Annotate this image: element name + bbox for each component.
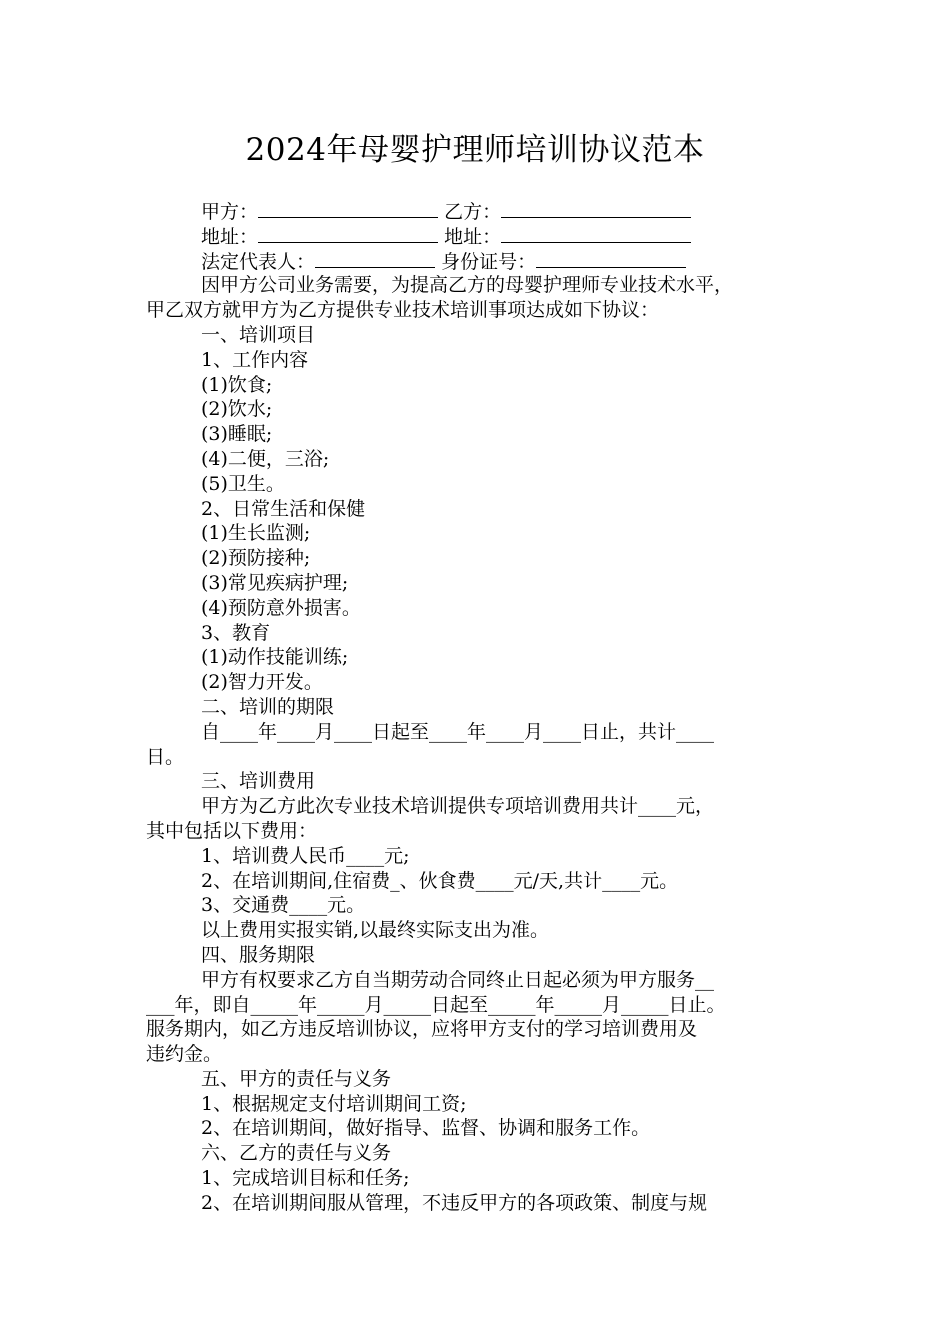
address-a-label: 地址： xyxy=(201,225,259,248)
list-item: 1、完成培训目标和任务; xyxy=(201,1167,410,1190)
paragraph-line: 甲方为乙方此次专业技术培训提供专项培训费用共计____元， xyxy=(201,795,715,818)
list-item: (2)预防接种; xyxy=(201,547,311,570)
subsection-heading: 3、教育 xyxy=(201,621,271,644)
list-item: 1、培训费人民币____元; xyxy=(201,844,410,867)
list-item: (1)动作技能训练; xyxy=(201,646,349,669)
section-heading: 四、服务期限 xyxy=(201,943,316,966)
document-body xyxy=(146,199,826,1216)
party-b-blank xyxy=(501,199,691,218)
list-item: (1)生长监测; xyxy=(201,522,311,545)
list-item: 1、根据规定支付培训期间工资; xyxy=(201,1092,467,1115)
paragraph-line: 甲乙双方就甲方为乙方提供专业技术培训事项达成如下协议： xyxy=(146,299,660,322)
list-item: (2)饮水; xyxy=(201,398,273,421)
list-item: (4)二便，三浴; xyxy=(201,447,330,470)
list-item: (3)睡眠; xyxy=(201,423,273,446)
party-a-blank xyxy=(258,199,438,218)
id-blank xyxy=(536,249,686,268)
rep-line xyxy=(146,249,826,274)
paragraph-line: 服务期内，如乙方违反培训协议，应将甲方支付的学习培训费用及 xyxy=(146,1018,698,1041)
section-heading: 五、甲方的责任与义务 xyxy=(201,1067,392,1090)
paragraph-line: 违约金。 xyxy=(146,1043,223,1066)
section-heading: 三、培训费用 xyxy=(201,770,316,793)
section-heading: 二、培训的期限 xyxy=(201,695,335,718)
list-item: (1)饮食; xyxy=(201,373,273,396)
list-item: 2、在培训期间，做好指导、监督、协调和服务工作。 xyxy=(201,1117,651,1140)
address-b-label: 地址： xyxy=(444,225,502,248)
list-item: 3、交通费____元。 xyxy=(201,894,366,917)
legal-rep-blank xyxy=(315,249,435,268)
list-item: (5)卫生。 xyxy=(201,472,285,495)
list-item: (3)常见疾病护理; xyxy=(201,571,349,594)
id-label: 身份证号： xyxy=(441,250,537,273)
paragraph-line: 甲方有权要求乙方自当期劳动合同终止日起必须为甲方服务__ xyxy=(201,968,715,991)
document-title: 2024年母婴护理师培训协议范本 xyxy=(245,132,705,168)
address-b-blank xyxy=(501,224,691,243)
section-heading: 六、乙方的责任与义务 xyxy=(201,1142,392,1165)
party-a-label: 甲方： xyxy=(201,201,259,223)
legal-rep-label: 法定代表人： xyxy=(201,250,316,273)
list-item: 2、在培训期间,住宿费_、伙食费____元/天,共计____元。 xyxy=(201,869,679,892)
paragraph-line: 因甲方公司业务需要，为提高乙方的母婴护理师专业技术水平， xyxy=(201,274,734,297)
section-heading: 一、培训项目 xyxy=(201,323,316,346)
list-item: (2)智力开发。 xyxy=(201,671,323,694)
subsection-heading: 1、工作内容 xyxy=(201,348,309,371)
list-item: 2、在培训期间服从管理，不违反甲方的各项政策、制度与规 xyxy=(201,1191,708,1214)
paragraph-line: 日。 xyxy=(146,745,185,768)
address-a-blank xyxy=(258,224,438,243)
party-b-label: 乙方： xyxy=(444,201,502,223)
paragraph-line: 自____年____月____日起至____年____月____日止，共计____ xyxy=(201,720,715,743)
subsection-heading: 2、日常生活和保健 xyxy=(201,497,366,520)
paragraph-line: ___年，即自_____年_____月_____日起至_____年_____月_____日止。 xyxy=(146,993,726,1016)
paragraph-line: 其中包括以下费用： xyxy=(146,819,318,842)
address-line xyxy=(146,224,826,249)
paragraph-line: 以上费用实报实销,以最终实际支出为准。 xyxy=(201,919,550,942)
list-item: (4)预防意外损害。 xyxy=(201,596,361,619)
party-line xyxy=(146,199,826,224)
